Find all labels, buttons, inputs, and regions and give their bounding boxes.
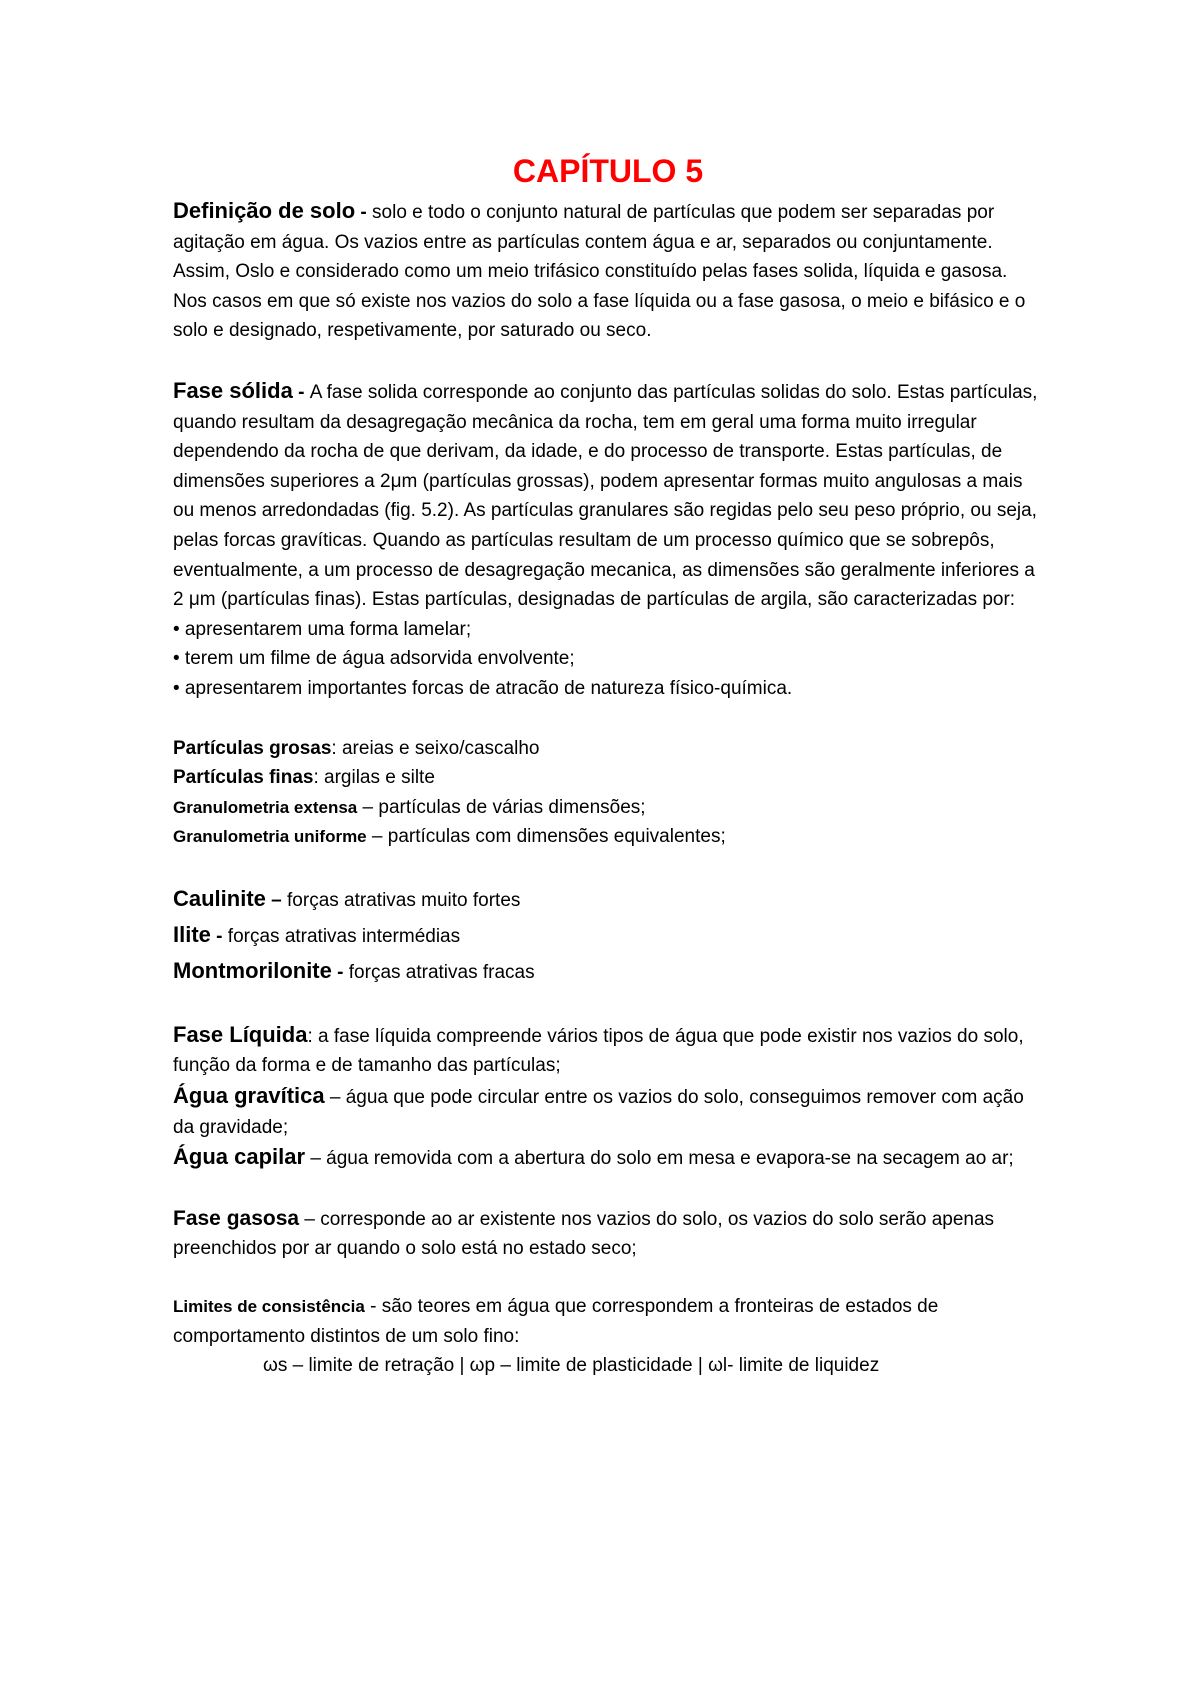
argila-term: Ilite — [173, 921, 211, 947]
particulas-line — [173, 793, 1043, 823]
particulas-term: Granulometria uniforme — [173, 827, 367, 847]
particulas-sep: – — [357, 796, 379, 818]
particulas-term: Partículas finas — [173, 767, 314, 789]
particulas-text: partículas de várias dimensões; — [378, 796, 646, 818]
argila-text: forças atrativas fracas — [348, 961, 535, 983]
agua-text: água que pode circular entre os vazios do solo, conseguimos remover com ação da gravidade; — [173, 1087, 1024, 1138]
fase-gasosa-paragraph — [173, 1204, 1043, 1264]
fase-liquida-sep: : — [307, 1025, 319, 1047]
bullet-item: • apresentarem importantes forcas de atracão de natureza físico-química. — [173, 677, 793, 699]
particulas-sep: : — [331, 737, 342, 759]
argila-line — [173, 954, 1043, 990]
limites-equation: ωs – limite de retração | ωp – limite de plasticidade | ωl- limite de liquidez — [263, 1355, 880, 1377]
spacer — [173, 852, 1043, 882]
fase-solida-paragraph — [173, 376, 1043, 615]
chapter-title: CAPÍTULO 5 — [512, 153, 704, 189]
limites-body: são teores em água que correspondem a fronteiras de estados de comportamento distintos de um solo fino: — [173, 1296, 939, 1347]
spacer — [173, 346, 1043, 376]
fase-solida-heading: Fase sólida — [173, 377, 293, 403]
agua-text: água removida com a abertura do solo em mesa e evapora-se na secagem ao ar; — [326, 1148, 1014, 1170]
particulas-line — [173, 822, 1043, 852]
fase-gasosa-heading: Fase gasosa — [173, 1206, 300, 1230]
particulas-line — [173, 734, 1043, 764]
limites-heading: Limites de consistência — [173, 1297, 365, 1317]
bullet-item: • terem um filme de água adsorvida envolvente; — [173, 648, 575, 670]
particulas-text: partículas com dimensões equivalentes; — [387, 826, 726, 848]
fase-liquida-paragraph — [173, 1020, 1043, 1081]
agua-term: Água gravítica — [173, 1083, 325, 1109]
agua-sep: – — [324, 1087, 346, 1109]
argila-term: Caulinite — [173, 885, 266, 911]
spacer — [173, 1264, 1043, 1292]
particulas-text: argilas e silte — [324, 767, 435, 789]
particulas-line — [173, 763, 1043, 793]
fase-solida-body: A fase solida corresponde ao conjunto das partículas solidas do solo. Estas partículas, quando resultam da desagregação mecânica da rocha, tem em geral uma forma muito irregular dependendo da rocha de que derivam, da idade, e do processo de transporte. Estas partículas, de dimensões superiores a 2μm (partículas grossas), podem apresentar formas muito angulosas a mais ou menos arredondadas (fig. 5.2). As partículas granulares são regidas pelo seu peso próprio, ou seja, pelas forcas gravíticas. Quando as partículas resultam de um processo químico que se sobrepôs, eventualmente, a um processo de desagregação mecanica, as dimensões são geralmente inferiores a 2 μm (partículas finas). Estas partículas, designadas de partículas de argila, são caracterizadas por: — [173, 381, 1038, 611]
particulas-term: Partículas grosas — [173, 737, 332, 759]
argila-sep: - — [331, 961, 349, 983]
argila-sep: - — [210, 925, 228, 947]
fase-solida-sep: - — [292, 381, 310, 403]
argila-line — [173, 918, 1043, 954]
definicao-paragraph — [173, 196, 1043, 346]
argila-term: Montmorilonite — [173, 957, 332, 983]
spacer — [173, 990, 1043, 1020]
bullet-item: • apresentarem uma forma lamelar; — [173, 618, 472, 640]
particulas-text: areias e seixo/cascalho — [341, 737, 540, 759]
spacer — [173, 704, 1043, 734]
agua-sep: – — [305, 1148, 327, 1170]
argila-text: forças atrativas muito fortes — [287, 889, 521, 911]
particulas-sep: – — [366, 826, 388, 848]
fase-gasosa-body: corresponde ao ar existente nos vazios do solo, os vazios do solo serão apenas preenchidos por ar quando o solo está no estado seco; — [173, 1208, 995, 1260]
argila-line — [173, 882, 1043, 918]
document-page — [173, 150, 1043, 1381]
limites-sep: - — [364, 1296, 382, 1318]
definicao-body: solo e todo o conjunto natural de partículas que podem ser separadas por agitação em água. Os vazios entre as partículas contem água e ar, separados ou conjuntamente. Assim, Oslo e considerado como um meio trifásico constituído pelas fases solida, líquida e gasosa. Nos casos em que só existe nos vazios do solo a fase líquida ou a fase gasosa, o meio e bifásico e o solo e designado, respetivamente, por saturado ou seco. — [173, 202, 1026, 342]
particulas-term: Granulometria extensa — [173, 797, 358, 817]
agua-paragraph — [173, 1142, 1043, 1174]
argila-sep: – — [265, 889, 288, 911]
fase-gasosa-sep: – — [299, 1208, 321, 1230]
spacer — [173, 1174, 1043, 1204]
particulas-sep: : — [313, 767, 325, 789]
argila-text: forças atrativas intermédias — [227, 925, 461, 947]
definicao-sep: - — [355, 202, 373, 223]
agua-paragraph — [173, 1081, 1043, 1142]
definicao-heading: Definição de solo — [173, 198, 356, 223]
fase-liquida-heading: Fase Líquida — [173, 1021, 308, 1047]
agua-term: Água capilar — [173, 1144, 306, 1170]
fase-liquida-body: a fase líquida compreende vários tipos de água que pode existir nos vazios do solo, função da forma e de tamanho das partículas; — [173, 1025, 1024, 1077]
limites-paragraph — [173, 1292, 1043, 1351]
